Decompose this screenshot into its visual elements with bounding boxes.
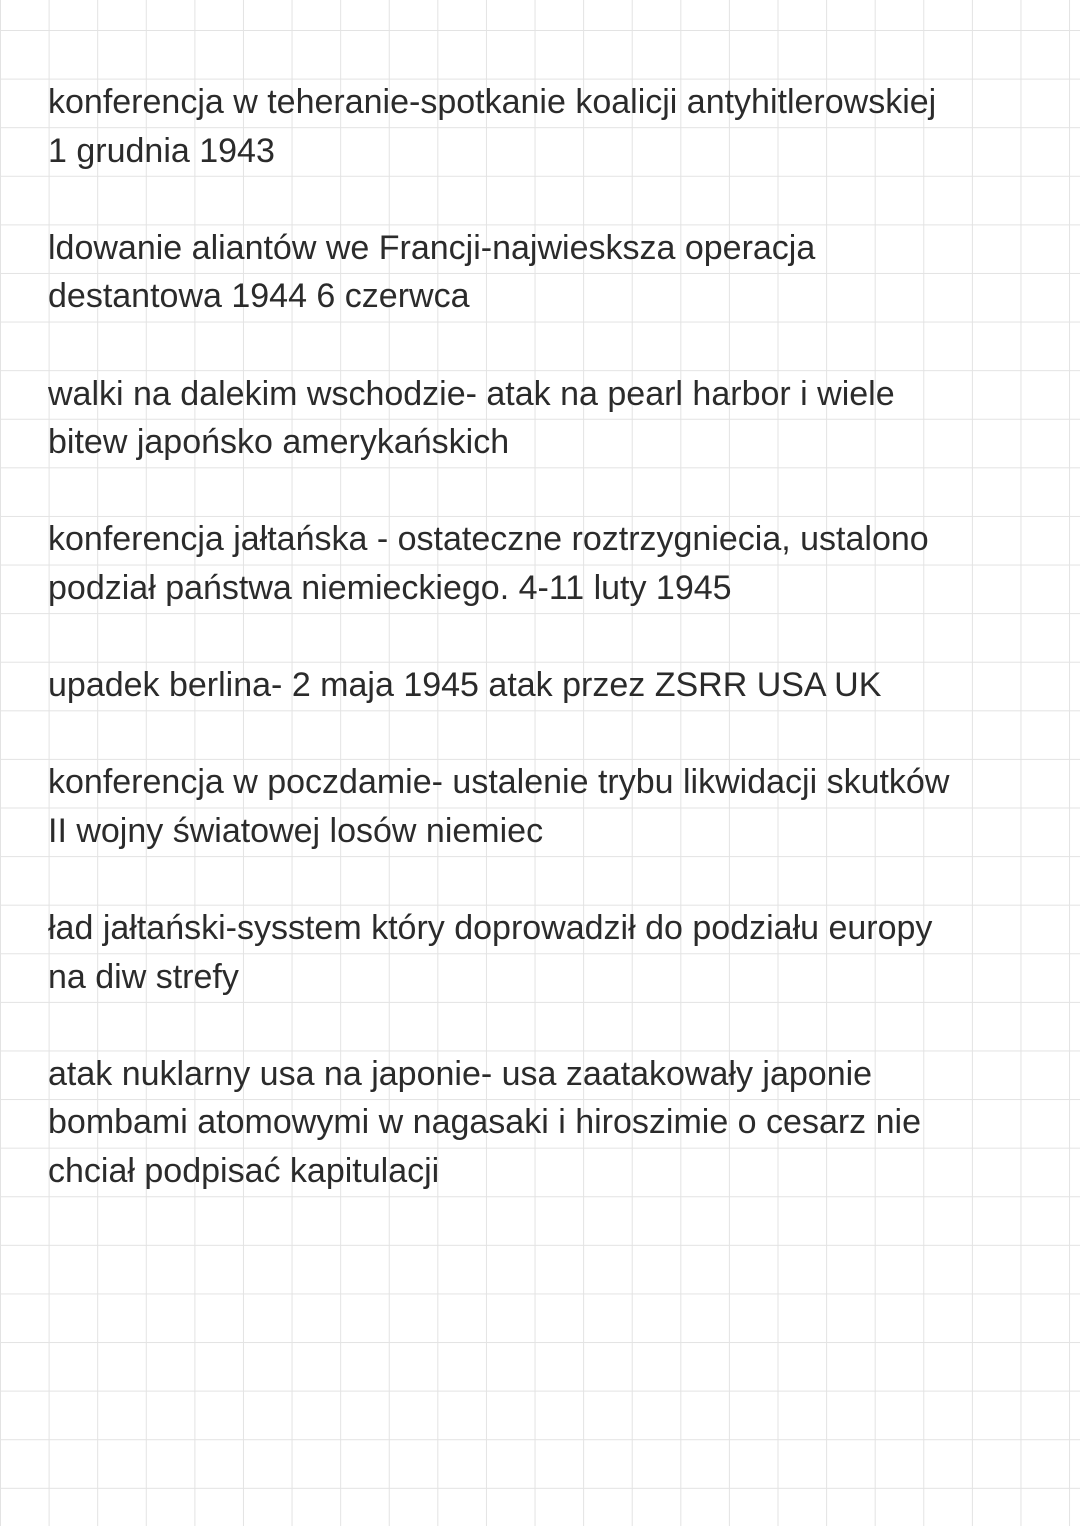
note-paragraph-yalta-order: ład jałtański-sysstem który doprowadził do podziału europy na diw strefy <box>48 909 933 996</box>
note-paragraph-yalta: konferencja jałtańska - ostateczne roztrzygniecia, ustalono podział państwa niemieckiego. 4-11 luty 1945 <box>48 520 929 607</box>
note-text-body <box>48 78 1038 1244</box>
note-paragraph-tehran: konferencja w teheranie-spotkanie koalicji antyhitlerowskiej 1 grudnia 1943 <box>48 83 937 170</box>
note-paragraph-berlin: upadek berlina- 2 maja 1945 atak przez ZSRR USA UK <box>48 666 882 705</box>
note-paragraph-far-east: walki na dalekim wschodzie- atak na pearl harbor i wiele bitew japońsko amerykańskich <box>48 374 895 462</box>
note-paragraph-france-landing: ldowanie aliantów we Francji-najwiesksza operacja destantowa 1944 6 czerwca <box>48 228 816 316</box>
note-paragraph-nuclear-attack: atak nuklarny usa na japonie- usa zaatakowały japonie bombami atomowymi w nagasaki i hiroszimie o cesarz nie chciał podpisać kapitulacji <box>48 1054 921 1191</box>
note-paragraph-potsdam: konferencja w poczdamie- ustalenie trybu likwidacji skutków II wojny światowej losów niemiec <box>48 763 950 850</box>
